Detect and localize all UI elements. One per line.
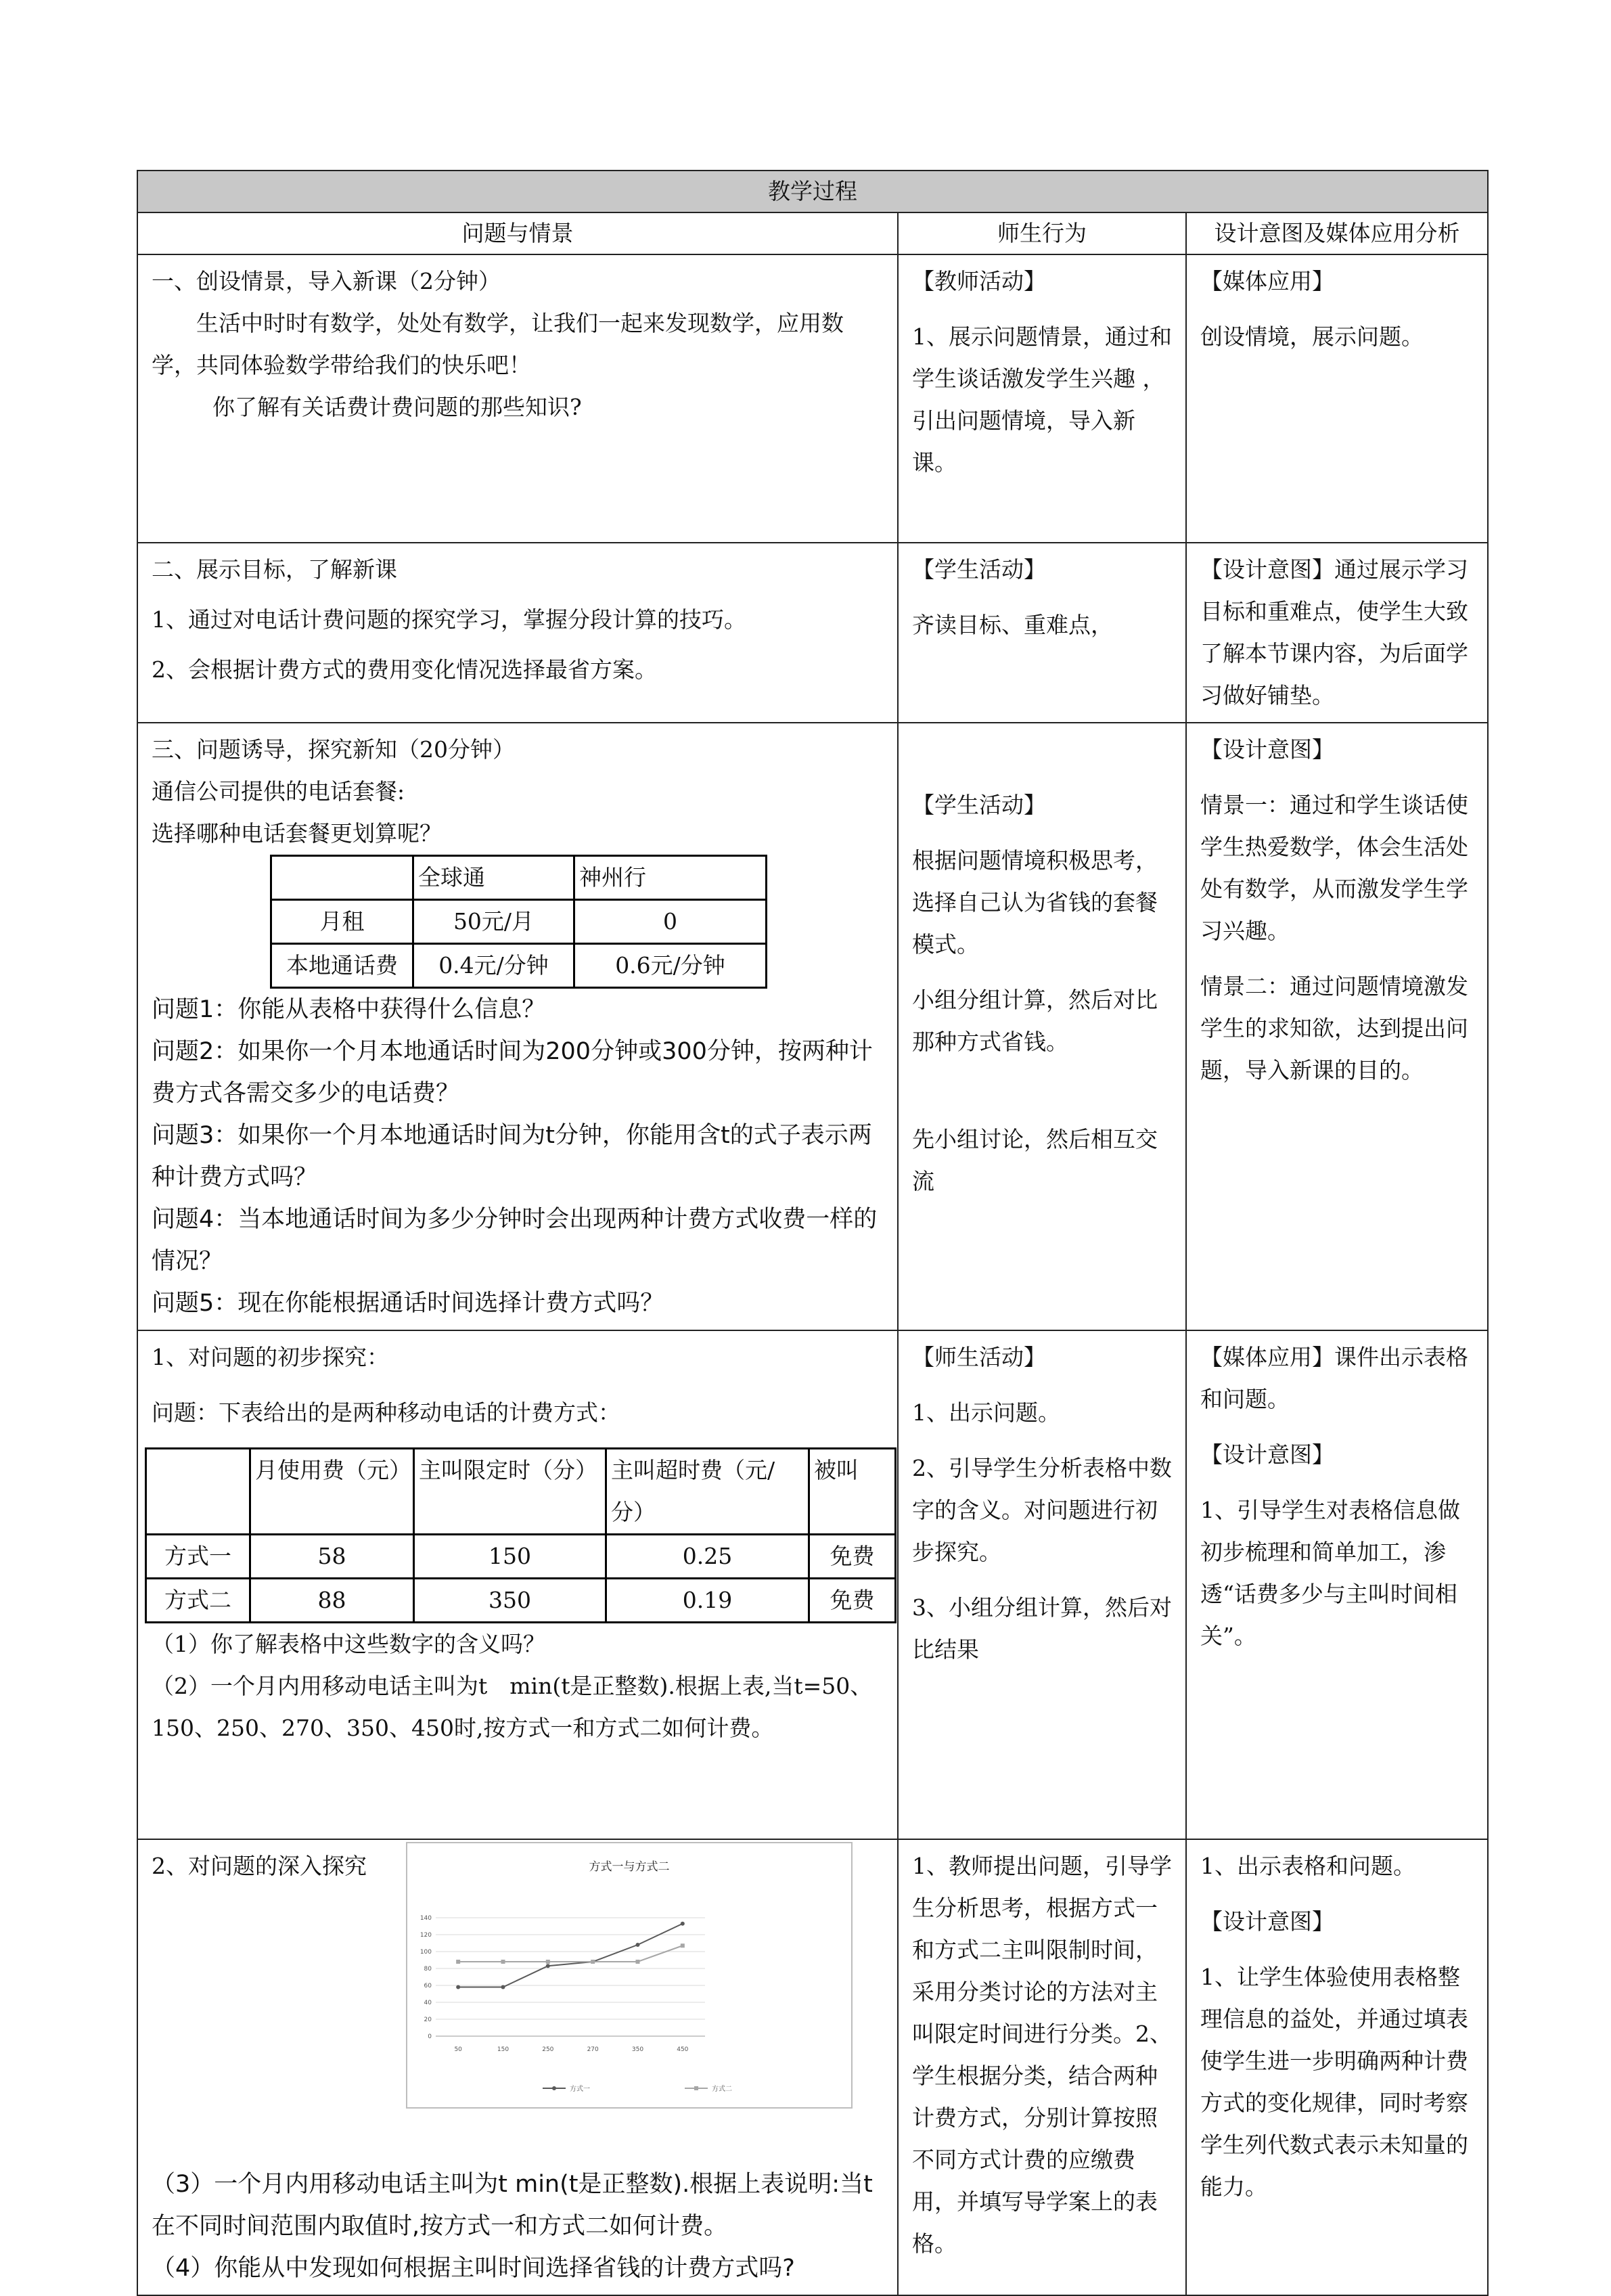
paragraph: 选择哪种电话套餐更划算呢？ [152, 820, 442, 847]
data-point [681, 1922, 685, 1926]
activity-text: 先小组讨论，然后相互交流 [912, 1126, 1158, 1194]
x-tick-label: 450 [677, 2046, 689, 2053]
question-item: 问题4：当本地通话时间为多少分钟时会出现两种计费方式收费一样的情况？ [152, 1206, 878, 1275]
chart-title: 方式一与方式二 [589, 1860, 670, 1874]
row1-design-cell [1186, 254, 1488, 543]
section-heading: 三、问题诱导，探究新知（20分钟） [152, 736, 515, 763]
activity-text: 根据问题情境积极思考，选择自己认为省钱的套餐模式。 [912, 847, 1158, 958]
fee-table-cell: 方式二 [146, 1579, 250, 1623]
legend-marker [552, 2086, 556, 2090]
y-tick-label: 40 [424, 2000, 432, 2006]
plan-table-header: 全球通 [413, 856, 574, 900]
section-heading: 2、对问题的深入探究 [152, 1853, 367, 1879]
section-heading: 1、对问题的初步探究： [152, 1344, 389, 1370]
data-point [636, 1960, 640, 1964]
fee-table-header: 主叫超时费（元/分） [606, 1449, 809, 1535]
data-point [456, 1960, 460, 1964]
plan-table-cell: 0 [574, 900, 767, 944]
column-header-behavior: 师生行为 [898, 212, 1186, 254]
sub-question: （3）一个月内用移动电话主叫为t min(t是正整数).根据上表说明:当t在不同时间范围内取值时,按方式一和方式二如何计费。 [152, 2171, 873, 2240]
fee-table-cell: 58 [250, 1535, 414, 1579]
fee-table-header [146, 1449, 250, 1535]
plan-table-header [271, 856, 413, 900]
activity-text: 小组分组计算，然后对比那种方式省钱。 [912, 987, 1158, 1055]
design-label: 【设计意图】 [1200, 1441, 1334, 1468]
y-tick-label: 140 [419, 1915, 432, 1922]
data-point [501, 1985, 505, 1989]
x-tick-label: 250 [542, 2046, 554, 2053]
design-text: 【设计意图】通过展示学习目标和重难点，使学生大致了解本节课内容，为后面学习做好铺垫。 [1200, 556, 1468, 708]
row3-behavior-cell [898, 723, 1186, 1330]
fee-table-cell: 免费 [809, 1579, 896, 1623]
plan-table-cell: 本地通话费 [271, 944, 413, 988]
legend-label: 方式二 [712, 2086, 732, 2093]
fee-table-header: 主叫限定时（分） [414, 1449, 606, 1535]
x-tick-label: 50 [454, 2046, 462, 2053]
media-text: 创设情境，展示问题。 [1200, 323, 1424, 350]
y-tick-label: 0 [428, 2033, 432, 2040]
legend-marker [694, 2086, 698, 2090]
x-tick-label: 270 [587, 2046, 599, 2053]
fee-comparison-chart [406, 1842, 853, 2109]
activity-text: 1、出示问题。 [912, 1399, 1060, 1426]
data-point [546, 1964, 550, 1968]
question-item: 问题3：如果你一个月本地通话时间为t分钟，你能用含t的式子表示两种计费方式吗？ [152, 1122, 872, 1191]
x-tick-label: 150 [497, 2046, 509, 2053]
design-label: 【设计意图】 [1200, 1908, 1334, 1935]
fee-table-cell: 350 [414, 1579, 606, 1623]
table-title: 教学过程 [137, 171, 1488, 212]
activity-text: 1、展示问题情景，通过和学生谈话激发学生兴趣 ，引出问题情境，导入新课。 [912, 323, 1172, 476]
sub-question: （4）你能从中发现如何根据主叫时间选择省钱的计费方式吗? [152, 2255, 795, 2282]
data-point [546, 1960, 550, 1964]
row4-question-cell [137, 1330, 898, 1839]
row1-question-cell [137, 254, 898, 543]
media-label: 【媒体应用】 [1200, 268, 1334, 294]
show-text: 1、出示表格和问题。 [1200, 1853, 1415, 1879]
goal-item: 1、通过对电话计费问题的探究学习，掌握分段计算的技巧。 [152, 606, 746, 633]
paragraph: 你了解有关话费计费问题的那些知识? [212, 394, 582, 420]
activity-label: 【学生活动】 [912, 556, 1046, 583]
paragraph: 通信公司提供的电话套餐: [152, 778, 405, 805]
row1-behavior-cell [898, 254, 1186, 543]
media-text: 【媒体应用】课件出示表格和问题。 [1200, 1344, 1468, 1412]
section-heading: 二、展示目标，了解新课 [152, 556, 397, 583]
fee-table-cell: 方式一 [146, 1535, 250, 1579]
fee-table-cell: 免费 [809, 1535, 896, 1579]
question-item: 问题1：你能从表格中获得什么信息？ [152, 996, 546, 1023]
plan-table-cell: 月租 [271, 900, 413, 944]
chart-svg [407, 1843, 851, 2107]
plan-table-header: 神州行 [574, 856, 767, 900]
design-label: 【设计意图】 [1200, 736, 1334, 763]
design-text: 1、引导学生对表格信息做初步梳理和简单加工，渗透“话费多少与主叫时间相关”。 [1200, 1497, 1460, 1649]
fee-table-header: 月使用费（元） [250, 1449, 414, 1535]
plan-table-cell: 50元/月 [413, 900, 574, 944]
plan-table-cell: 0.4元/分钟 [413, 944, 574, 988]
y-tick-label: 20 [424, 2017, 432, 2023]
question-item: 问题5：现在你能根据通话时间选择计费方式吗？ [152, 1290, 664, 1317]
goal-item: 2、会根据计费方式的费用变化情况选择最省方案。 [152, 656, 657, 683]
series-line-1 [458, 1924, 683, 1987]
column-header-question: 问题与情景 [137, 212, 898, 254]
activity-label: 【学生活动】 [912, 792, 1046, 818]
fee-table-cell: 150 [414, 1535, 606, 1579]
fee-table [145, 1447, 897, 1623]
sub-question: （1）你了解表格中这些数字的含义吗？ [152, 1631, 545, 1657]
activity-text: 1、教师提出问题，引导学生分析思考，根据方式一和方式二主叫限制时间，采用分类讨论的方法对主叫限定时间进行分类。2、学生根据分类，结合两种计费方式，分别计算按照不同方式计费的应缴费用，并填写导学案上的表格。 [912, 1853, 1172, 2257]
activity-text: 齐读目标、重难点， [912, 612, 1113, 638]
fee-table-cell: 0.25 [606, 1535, 809, 1579]
plan-table [270, 855, 767, 989]
row5-behavior-cell [898, 1839, 1186, 2295]
activity-text: 2、引导学生分析表格中数字的含义。对问题进行初步探究。 [912, 1455, 1172, 1565]
row4-design-cell [1186, 1330, 1488, 1839]
row5-design-cell [1186, 1839, 1488, 2295]
data-point [636, 1943, 640, 1947]
y-tick-label: 100 [419, 1949, 432, 1956]
legend-label: 方式一 [570, 2086, 590, 2093]
y-tick-label: 120 [419, 1932, 432, 1939]
design-text: 情景一：通过和学生谈话使学生热爱数学，体会生活处处有数学，从而激发学生学习兴趣。 [1200, 792, 1468, 944]
fee-table-cell: 88 [250, 1579, 414, 1623]
row3-question-cell [137, 723, 898, 1330]
activity-label: 【师生活动】 [912, 1344, 1046, 1370]
plan-table-cell: 0.6元/分钟 [574, 944, 767, 988]
paragraph: 问题：下表给出的是两种移动电话的计费方式： [152, 1399, 620, 1426]
data-point [681, 1943, 685, 1948]
data-point [591, 1960, 595, 1964]
row3-design-cell [1186, 723, 1488, 1330]
row2-question-cell [137, 543, 898, 723]
row4-behavior-cell [898, 1330, 1186, 1839]
design-text: 1、让学生体验使用表格整理信息的益处，并通过填表使学生进一步明确两种计费方式的变化规律，同时考察学生列代数式表示未知量的能力。 [1200, 1964, 1468, 2200]
design-text: 情景二：通过问题情境激发学生的求知欲，达到提出问题，导入新课的目的。 [1200, 973, 1468, 1083]
activity-label: 【教师活动】 [912, 268, 1046, 294]
column-header-design: 设计意图及媒体应用分析 [1186, 212, 1488, 254]
fee-table-header: 被叫 [809, 1449, 896, 1535]
activity-text: 3、小组分组计算，然后对比结果 [912, 1594, 1172, 1663]
paragraph: 生活中时时有数学，处处有数学，让我们一起来发现数学，应用数学，共同体验数学带给我们的快乐吧！ [152, 310, 844, 378]
x-tick-label: 350 [631, 2046, 644, 2053]
y-tick-label: 80 [424, 1966, 432, 1973]
data-point [501, 1960, 505, 1964]
sub-question: （2）一个月内用移动电话主叫为t min(t是正整数).根据上表,当t=50、150、250、270、350、450时,按方式一和方式二如何计费。 [152, 1673, 873, 1741]
series-line-2 [458, 1945, 683, 1962]
y-tick-label: 60 [424, 1983, 432, 1989]
row2-design-cell [1186, 543, 1488, 723]
fee-table-cell: 0.19 [606, 1579, 809, 1623]
row2-behavior-cell [898, 543, 1186, 723]
question-item: 问题2：如果你一个月本地通话时间为200分钟或300分钟，按两种计费方式各需交多少的电话费？ [152, 1038, 873, 1107]
section-heading: 一、创设情景，导入新课（2分钟） [152, 268, 501, 294]
data-point [456, 1985, 460, 1989]
